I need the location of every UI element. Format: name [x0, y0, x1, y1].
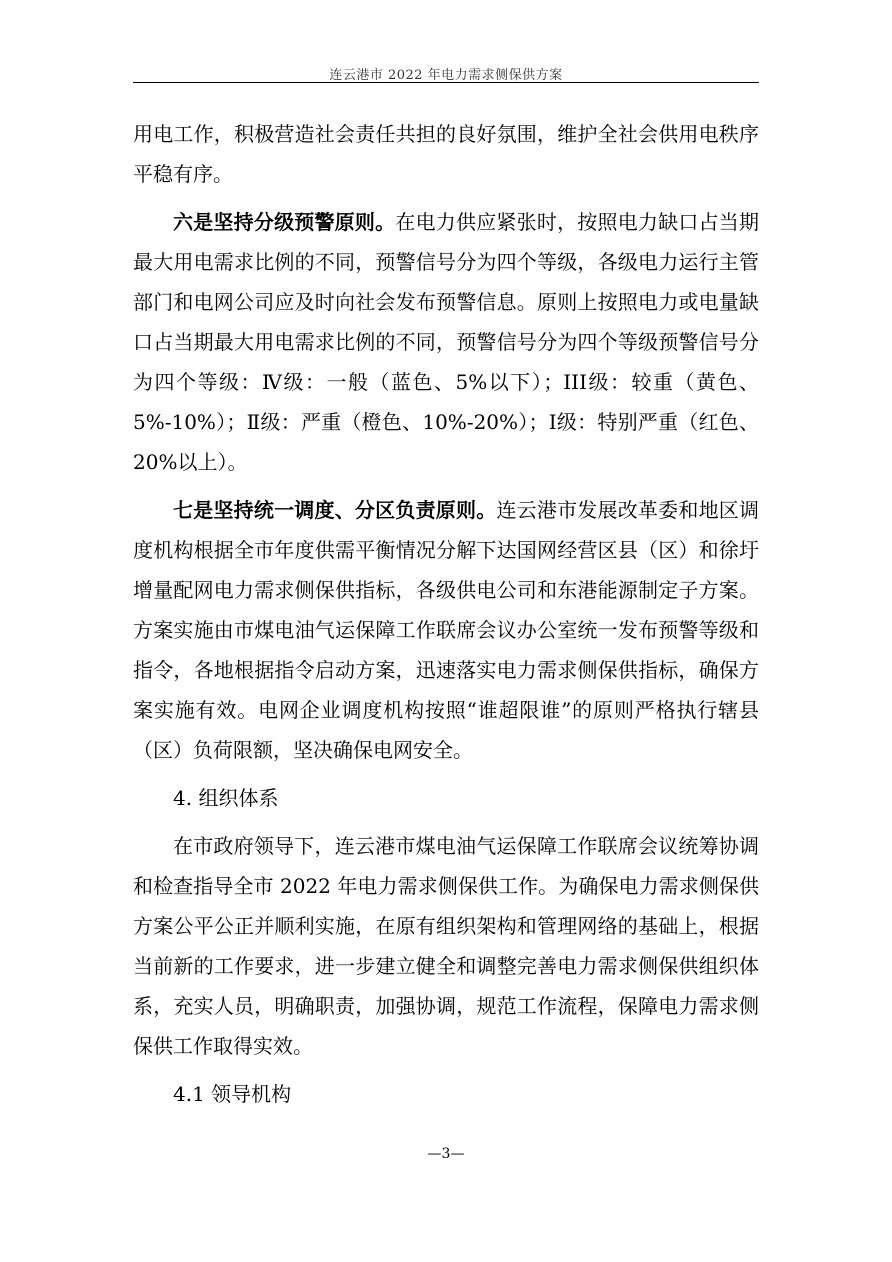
paragraph-organization — [133, 826, 759, 1066]
body-text — [133, 114, 759, 1122]
paragraph-lead: 七是坚持统一调度、分区负责原则。 — [173, 498, 497, 522]
paragraph-unified-dispatch — [133, 490, 759, 770]
running-header: 连云港市 2022 年电力需求侧保供方案 — [329, 68, 563, 83]
paragraph-text: 连云港市发展改革委和地区调度机构根据全市年度供需平衡情况分解下达国网经营区县（区）和徐圩增量配网电力需求侧保供指标，各级供电公司和东港能源制定子方案。方案实施由市煤电油气运保障工作联席会议办公室统一发布预警等级和指令，各地根据指令启动方案，迅速落实电力需求侧保供指标，确保方案实施有效。电网企业调度机构按照“谁超限谁”的原则严格执行辖县（区）负荷限额，坚决确保电网安全。 — [133, 498, 760, 762]
paragraph-text: 在市政府领导下，连云港市煤电油气运保障工作联席会议统筹协调和检查指导全市 2022 年电力需求侧保供工作。为确保电力需求侧保供方案公平公正并顺利实施，在原有组织架构和管理网络的基础上，根据当前新的工作要求，进一步建立健全和调整完善电力需求侧保供组织体系，充实人员，明确职责，加强协调，规范工作流程，保障电力需求侧保供工作取得实效。 — [133, 834, 759, 1058]
paragraph-text: 用电工作，积极营造社会责任共担的良好氛围，维护全社会供用电秩序平稳有序。 — [133, 122, 759, 186]
paragraph-lead: 六是坚持分级预警原则。 — [173, 210, 396, 234]
paragraph-graded-warning — [133, 202, 759, 482]
section-heading: 4. 组织体系 — [173, 786, 279, 810]
header-rule — [133, 82, 759, 83]
subsection-heading: 4.1 领导机构 — [173, 1082, 292, 1106]
paragraph-text: 在电力供应紧张时，按照电力缺口占当期最大用电需求比例的不同，预警信号分为四个等级，各级电力运行主管部门和电网公司应及时向社会发布预警信息。原则上按照电力或电量缺口占当期最大用电需求比例的不同，预警信号分为四个等级预警信号分为四个等级：Ⅳ级：一般（蓝色、5%以下）；III级：较重（黄色、5%-10%）；Ⅱ级：严重（橙色、10%-20%）；Ⅰ级：特别严重（红色、20%以上）。 — [133, 210, 760, 474]
paragraph-continuation — [133, 114, 759, 194]
page-number: —3— — [427, 1146, 465, 1162]
